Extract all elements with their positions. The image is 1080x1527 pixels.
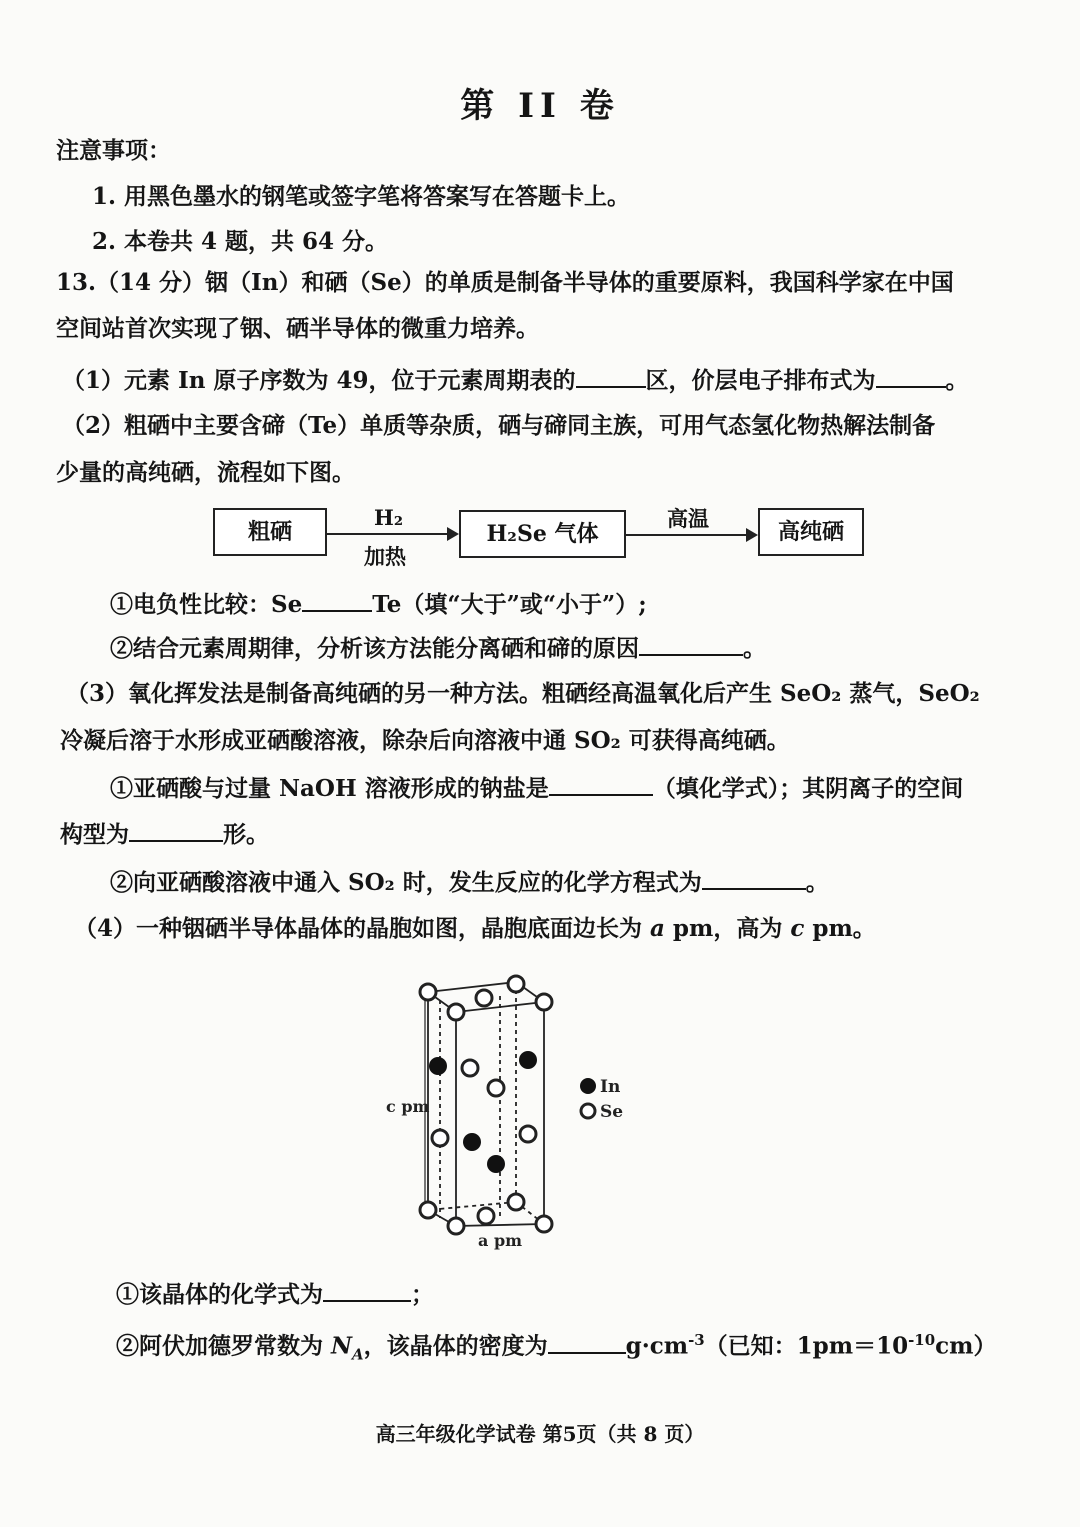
page-footer: 高三年级化学试卷 第5页（共 8 页） xyxy=(375,1422,705,1446)
q13-part4-text-b: pm，高为 xyxy=(664,915,791,942)
se-atom xyxy=(448,1004,464,1020)
var-a: a xyxy=(650,915,665,942)
q13-part4-q1-text-b: ； xyxy=(411,1281,434,1308)
legend-in-label: In xyxy=(600,1077,621,1097)
height-label: c pm xyxy=(386,1097,430,1116)
q13-part3-q2 xyxy=(110,866,829,898)
avogadro-symbol: N xyxy=(331,1332,353,1360)
se-atom xyxy=(420,984,436,1000)
q13-part3-line2: 冷凝后溶于水形成亚硒酸溶液，除杂后向溶液中通 SO₂ 可获得高纯硒。 xyxy=(60,727,790,754)
se-atom xyxy=(508,976,524,992)
q13-part4-text-c: pm。 xyxy=(804,915,876,942)
q13-part1-text-a: （1）元素 In 原子序数为 49，位于元素周期表的 xyxy=(62,367,576,394)
in-atom xyxy=(429,1057,447,1075)
answer-blank-electronegativity[interactable] xyxy=(302,588,372,612)
section-title: 第 II 卷 xyxy=(460,86,620,126)
notice-item-1: 1. 用黑色墨水的钢笔或签字笔将答案写在答题卡上。 xyxy=(92,183,631,210)
flow-arrow1-top-label: H₂ xyxy=(374,505,404,530)
in-atom xyxy=(463,1133,481,1151)
q13-part2-q2-text-a: ②结合元素周期律，分析该方法能分离硒和碲的原因 xyxy=(110,635,639,662)
in-atom xyxy=(519,1051,537,1069)
q13-part3-q2-text-b: 。 xyxy=(805,869,829,896)
se-atom xyxy=(536,1216,552,1232)
q13-intro-line2: 空间站首次实现了铟、硒半导体的微重力培养。 xyxy=(56,315,539,342)
se-atom xyxy=(536,994,552,1010)
q13-part3-q1-text-d: 形。 xyxy=(223,821,269,848)
q13-part4-q2-note-b: cm） xyxy=(935,1332,997,1360)
se-atom xyxy=(448,1218,464,1234)
q13-part3-line1: （3）氧化挥发法是制备高纯硒的另一种方法。粗硒经高温氧化后产生 SeO₂ 蒸气，SeO₂ xyxy=(66,680,980,707)
q13-part4-q2-text-a: ②阿伏加德罗常数为 xyxy=(116,1332,332,1360)
q13-part2-q1 xyxy=(110,588,647,620)
notice-item-2: 2. 本卷共 4 题，共 64 分。 xyxy=(92,228,389,255)
base-label: a pm xyxy=(478,1231,523,1250)
q13-part2-line1: （2）粗硒中主要含碲（Te）单质等杂质，硒与碲同主族，可用气态氢化物热解法制备 xyxy=(62,412,936,439)
avogadro-subscript: A xyxy=(352,1345,364,1364)
in-atom xyxy=(487,1155,505,1173)
flow-arrow2-top-label: 高温 xyxy=(667,506,709,531)
flow-arrow-1 xyxy=(325,533,457,535)
q13-part4-q2 xyxy=(116,1325,996,1369)
flow-box-pure-se: 高纯硒 xyxy=(758,508,864,556)
density-unit: g·cm xyxy=(625,1332,689,1360)
q13-part3-q1-text-b: （填化学式）；其阴离子的空间 xyxy=(652,775,964,802)
answer-blank-sodium-salt[interactable] xyxy=(549,772,653,796)
q13-part1-text-c: 。 xyxy=(945,367,969,394)
q13-part3-q1-text-a: ①亚硒酸与过量 NaOH 溶液形成的钠盐是 xyxy=(110,775,549,802)
q13-intro-line1: 13.（14 分）铟（In）和硒（Se）的单质是制备半导体的重要原料，我国科学家在中国 xyxy=(56,269,954,296)
answer-blank-formula[interactable] xyxy=(323,1278,411,1302)
answer-blank-block[interactable] xyxy=(576,364,646,388)
se-atom xyxy=(420,1202,436,1218)
legend-in-marker xyxy=(580,1078,596,1094)
answer-blank-density[interactable] xyxy=(548,1330,626,1354)
cell-edge xyxy=(456,1224,544,1226)
q13-part3-q1-cont xyxy=(60,818,269,850)
q13-part3-q1 xyxy=(110,772,963,804)
q13-part3-q1-text-c: 构型为 xyxy=(60,821,129,848)
legend-se-marker xyxy=(581,1104,595,1118)
se-atom xyxy=(488,1080,504,1096)
q13-part2-q1-text-b: Te（填“大于”或“小于”）; xyxy=(372,591,647,618)
notice-heading: 注意事项： xyxy=(56,137,171,164)
flow-arrow1-bottom-label: 加热 xyxy=(364,544,406,569)
flow-arrow-2 xyxy=(624,534,756,536)
se-atom xyxy=(432,1130,448,1146)
answer-blank-separation-reason[interactable] xyxy=(639,632,743,656)
cell-edge-hidden xyxy=(428,1202,516,1210)
se-atom xyxy=(462,1060,478,1076)
q13-part2-line2: 少量的高纯硒，流程如下图。 xyxy=(56,459,355,486)
q13-part4-q1 xyxy=(116,1278,434,1310)
unit-cell-figure xyxy=(370,970,670,1260)
q13-part4-q2-note-exponent: -10 xyxy=(908,1331,936,1349)
answer-blank-equation[interactable] xyxy=(702,866,806,890)
q13-part3-q2-text-a: ②向亚硒酸溶液中通入 SO₂ 时，发生反应的化学方程式为 xyxy=(110,869,702,896)
q13-part2-q1-text-a: ①电负性比较：Se xyxy=(110,591,303,618)
var-c: c xyxy=(790,915,805,942)
se-atom xyxy=(520,1126,536,1142)
se-atom xyxy=(478,1208,494,1224)
se-atom xyxy=(476,990,492,1006)
q13-part4-q2-text-b: ，该晶体的密度为 xyxy=(363,1332,548,1360)
q13-part2-q2-text-b: 。 xyxy=(743,635,766,662)
q13-part1-text-b: 区，价层电子排布式为 xyxy=(645,367,876,394)
answer-blank-valence-config[interactable] xyxy=(876,364,946,388)
q13-part4-q2-note-a: （已知：1pm＝10 xyxy=(704,1332,909,1360)
q13-part2-q2 xyxy=(110,632,766,664)
se-atom xyxy=(508,1194,524,1210)
flow-box-h2se-gas: H₂Se 气体 xyxy=(459,510,626,558)
q13-part4-q1-text-a: ①该晶体的化学式为 xyxy=(116,1281,323,1308)
q13-part4 xyxy=(74,914,876,944)
answer-blank-anion-shape[interactable] xyxy=(129,818,223,842)
density-unit-exponent: -3 xyxy=(688,1331,705,1349)
flow-box-crude-se: 粗硒 xyxy=(213,508,327,556)
legend-se-label: Se xyxy=(600,1102,624,1122)
q13-part1 xyxy=(62,364,969,396)
q13-part4-text-a: （4）一种铟硒半导体晶体的晶胞如图，晶胞底面边长为 xyxy=(74,915,651,942)
cell-edge xyxy=(428,982,516,992)
